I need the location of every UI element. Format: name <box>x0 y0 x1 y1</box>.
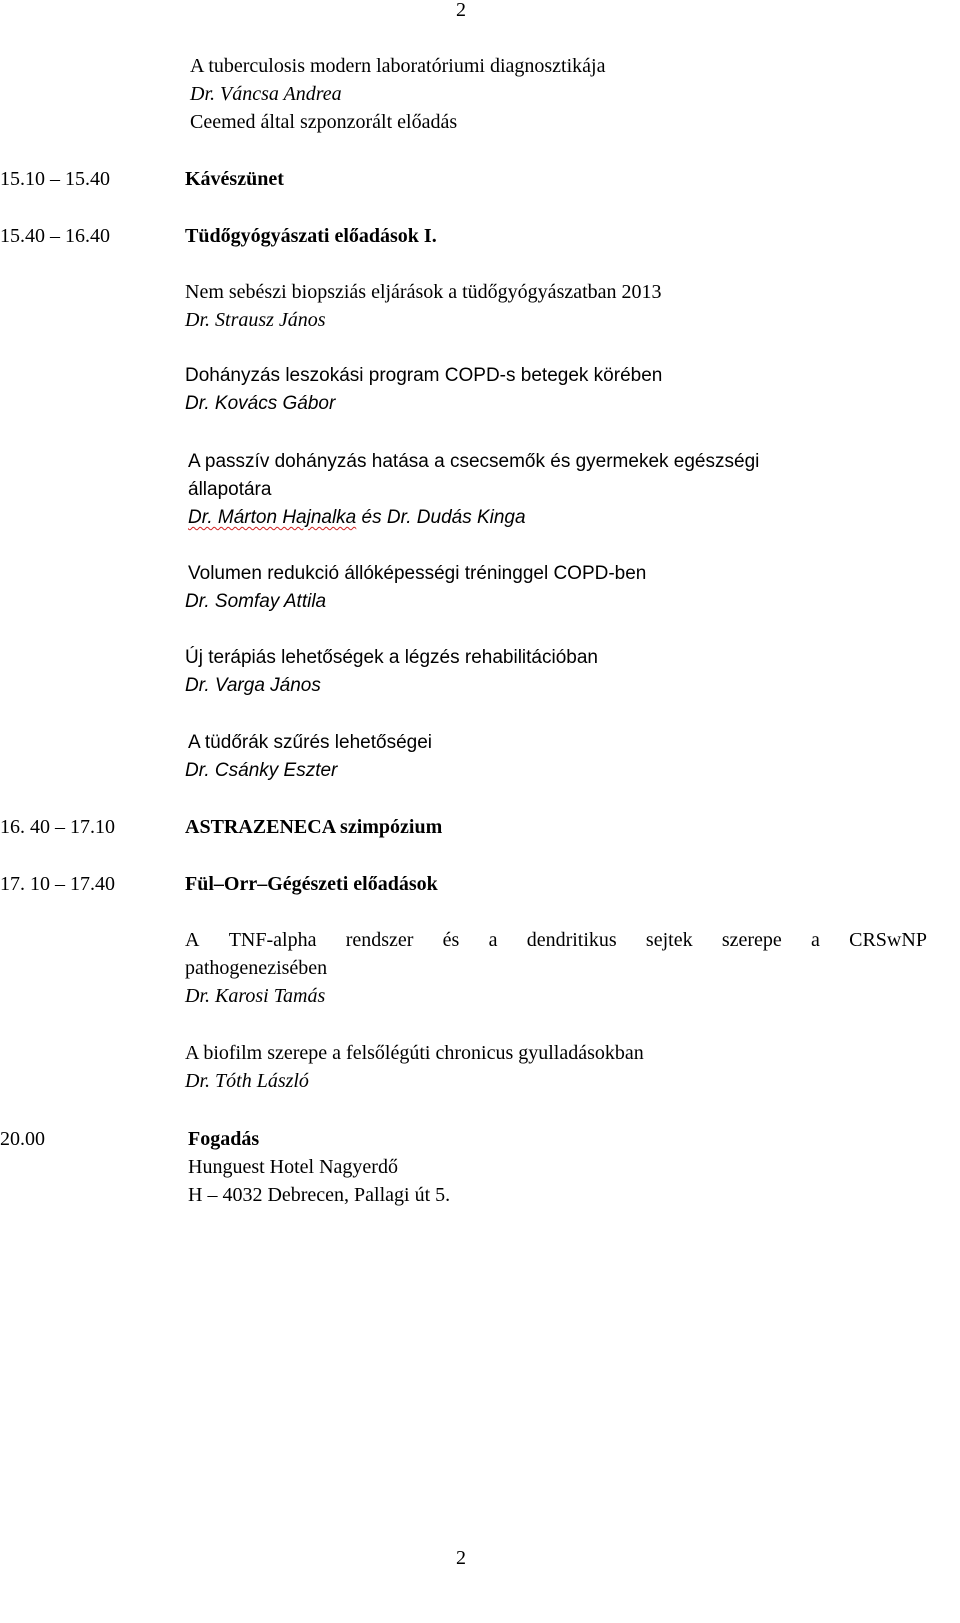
talk-title: Új terápiás lehetőségek a légzés rehabilitációban <box>185 647 598 668</box>
page-number-top: 2 <box>456 0 466 21</box>
session-heading: Kávészünet <box>185 168 284 190</box>
title-word: szerepe <box>721 929 782 951</box>
talk-title: A tüdőrák szűrés lehetőségei <box>188 732 432 753</box>
talk-speaker: Dr. Váncsa Andrea <box>190 83 342 105</box>
title-word: TNF-alpha <box>228 929 317 951</box>
session-heading: Tüdőgyógyászati előadások I. <box>185 225 437 247</box>
speaker-name-spellcheck: Dr. Márton Hajnalka <box>188 507 357 528</box>
talk-speaker: Dr. Varga János <box>185 675 321 696</box>
talk-title: A passzív dohányzás hatása a csecsemők és gyermekek egészségi <box>188 451 760 472</box>
talk-title: A biofilm szerepe a felsőlégúti chronicus gyulladásokban <box>185 1042 644 1064</box>
title-word: a <box>811 929 820 951</box>
title-word: dendritikus <box>526 929 617 951</box>
title-word: és <box>442 929 460 951</box>
time-slot: 17. 10 – 17.40 <box>0 873 115 895</box>
talk-speaker: Dr. Tóth László <box>185 1070 309 1092</box>
title-word: sejtek <box>645 929 693 951</box>
talk-title: A tuberculosis modern laboratóriumi diagnosztikája <box>190 55 606 77</box>
talk-speaker: Dr. Kovács Gábor <box>185 393 336 414</box>
page-number-bottom: 2 <box>456 1547 466 1569</box>
session-heading: Fül–Orr–Gégészeti előadások <box>185 873 438 895</box>
venue-name: Hunguest Hotel Nagyerdő <box>188 1156 398 1178</box>
talk-speaker: Dr. Strausz János <box>185 309 326 331</box>
title-word: rendszer <box>345 929 414 951</box>
talk-title-continued: pathogenezisében <box>185 957 328 979</box>
sponsor-note: Ceemed által szponzorált előadás <box>190 111 458 133</box>
title-word: CRSwNP <box>849 929 927 951</box>
time-slot: 16. 40 – 17.10 <box>0 816 115 838</box>
time-slot: 20.00 <box>0 1128 45 1150</box>
talk-speaker: Dr. Karosi Tamás <box>185 985 326 1007</box>
talk-title-continued: állapotára <box>188 479 272 500</box>
talk-title: Nem sebészi biopsziás eljárások a tüdőgyógyászatban 2013 <box>185 281 662 303</box>
venue-address: H – 4032 Debrecen, Pallagi út 5. <box>188 1184 451 1206</box>
talk-speaker: Dr. Somfay Attila <box>185 591 327 612</box>
title-word: A <box>185 929 200 951</box>
talk-title: Dohányzás leszokási program COPD-s betegek körében <box>185 365 663 386</box>
talk-title-justified <box>185 928 927 952</box>
time-slot: 15.10 – 15.40 <box>0 168 110 190</box>
session-heading: Fogadás <box>188 1128 260 1150</box>
talk-speaker: Dr. Csánky Eszter <box>185 760 338 781</box>
talk-speakers <box>188 506 526 530</box>
talk-title: Volumen redukció állóképességi tréninggel COPD-ben <box>188 563 647 584</box>
title-word: a <box>488 929 498 951</box>
time-slot: 15.40 – 16.40 <box>0 225 110 247</box>
session-heading: ASTRAZENECA szimpózium <box>185 816 443 838</box>
speaker-name: és Dr. Dudás Kinga <box>356 507 526 528</box>
